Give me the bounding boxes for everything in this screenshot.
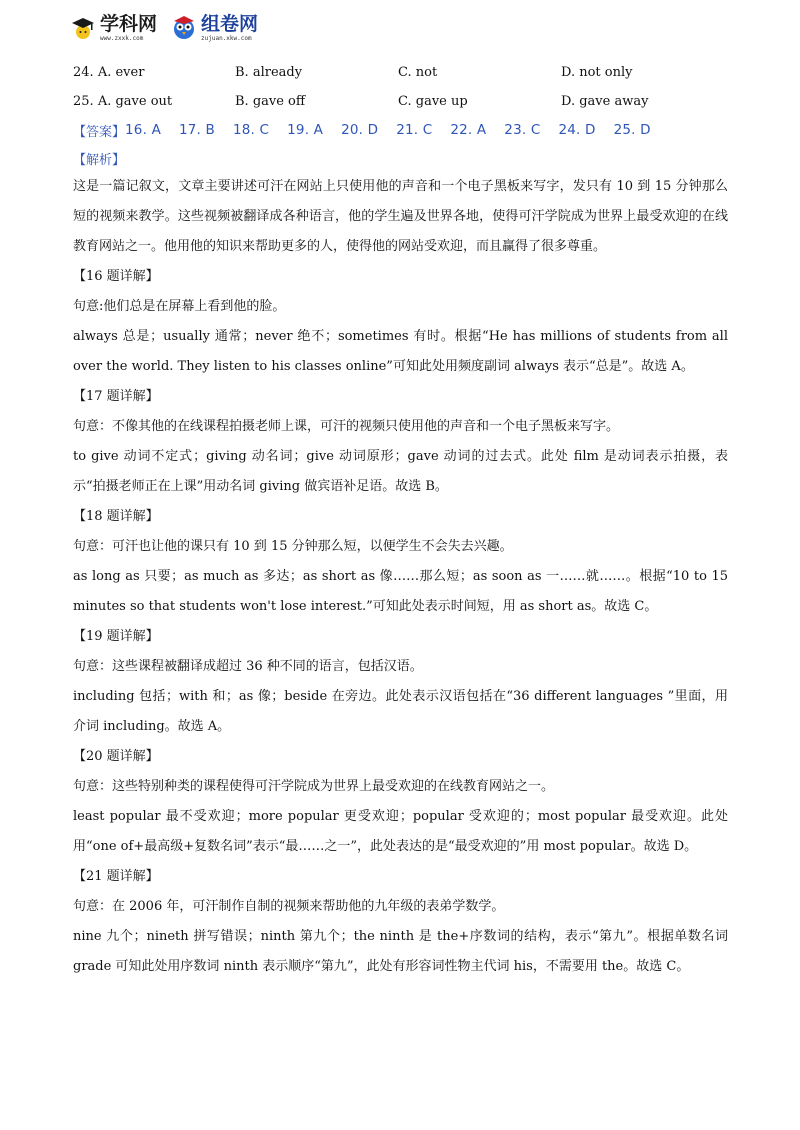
sentence-meaning-18: 句意：可汗也让他的课只有 10 到 15 分钟那么短，以便学生不会失去兴趣。 — [73, 539, 513, 554]
sentence-meaning-17: 句意：不像其他的在线课程拍摄老师上课，可汗的视频只使用他的声音和一个电子黑板来写字。 — [73, 419, 620, 434]
zujuan-logo[interactable] — [171, 12, 259, 42]
explanation-19: including 包括；with 和；as 像；beside 在旁边。此处表示汉语包括在“36 different languages ”里面，用介词 including。故选 A。 — [73, 689, 728, 734]
analysis-label: 【解析】 — [73, 152, 126, 168]
option-b: B. gave off — [235, 94, 306, 109]
question-options-25 — [73, 87, 728, 116]
owl-mascot-icon — [171, 15, 197, 41]
page-header — [70, 8, 258, 48]
option-c: C. gave up — [398, 94, 468, 109]
sentence-meaning-21: 句意：在 2006 年，可汗制作自制的视频来帮助他的九年级的表弟学数学。 — [73, 899, 505, 914]
sentence-meaning-16: 句意:他们总是在屏幕上看到他的脸。 — [73, 299, 286, 314]
question-number: 25. — [73, 94, 94, 109]
zxxk-logo-text: 学科网 — [100, 12, 158, 35]
option-d: D. not only — [561, 65, 633, 80]
question-options-24 — [73, 58, 728, 87]
section-title-16: 【16 题详解】 — [73, 269, 159, 284]
option-a — [73, 94, 235, 109]
section-title-18: 【18 题详解】 — [73, 509, 159, 524]
sentence-meaning-19: 句意：这些课程被翻译成超过 36 种不同的语言，包括汉语。 — [73, 659, 423, 674]
graduate-cap-icon — [70, 15, 96, 41]
explanation-21: nine 九个；nineth 拼写错误；ninth 第九个；the ninth 是 the+序数词的结构，表示“第九”。根据单数名词 grade 可知此处用序数词 ninth 表示顺序“第九”，此处有形容词性物主代词 his，不需要用 the。故选 C。 — [73, 929, 728, 974]
explanation-20: least popular 最不受欢迎；more popular 更受欢迎；popular 受欢迎的；most popular 最受欢迎。此处用“one of+最高级+复数名词”表示“最……之一”，此处表达的是“最受欢迎的”用 most popular。故选 D。 — [73, 809, 728, 854]
option-a-text: A. ever — [97, 65, 145, 80]
zujuan-logo-text: 组卷网 — [201, 12, 259, 35]
passage-summary: 这是一篇记叙文，文章主要讲述可汗在网站上只使用他的声音和一个电子黑板来写字，发只有 10 到 15 分钟那么短的视频来教学。这些视频被翻译成各种语言，他的学生遍及世界各地，使得可汗学院成为世界上最受欢迎的在线教育网站之一。他用他的知识来帮助更多的人，使得他的网站受欢迎，而且赢得了很多尊重。 — [73, 179, 728, 254]
explanation-18: as long as 只要；as much as 多达；as short as 像……那么短；as soon as 一……就……。根据“10 to 15 minutes so that students won't lose interest.”可知此处表示时间短，用 as short as。故选 C。 — [73, 569, 728, 614]
answer-line — [73, 116, 728, 144]
question-number: 24. — [73, 65, 94, 80]
option-d: D. gave away — [561, 94, 649, 109]
section-title-17: 【17 题详解】 — [73, 389, 159, 404]
zxxk-logo-url: www.zxxk.com — [100, 34, 144, 42]
section-title-20: 【20 题详解】 — [73, 749, 159, 764]
document-body — [73, 58, 728, 982]
answer-label: 【答案】 — [73, 124, 126, 140]
sentence-meaning-20: 句意：这些特别种类的课程使得可汗学院成为世界上最受欢迎的在线教育网站之一。 — [73, 779, 555, 794]
zujuan-logo-url: zujuan.xkw.com — [201, 34, 252, 42]
section-title-19: 【19 题详解】 — [73, 629, 159, 644]
answer-list: 16. A 17. B 18. C 19. A 20. D 21. C 22. A 23. C 24. D 25. D — [125, 122, 651, 138]
option-a — [73, 65, 235, 80]
explanation-16: always 总是；usually 通常；never 绝不；sometimes 有时。根据“He has millions of students from all over the world. They listen to his classes online”可知此处用频度副词 always 表示“总是”。故选 A。 — [73, 329, 728, 374]
option-c: C. not — [398, 65, 438, 80]
option-b: B. already — [235, 65, 303, 80]
option-a-text: A. gave out — [97, 94, 173, 109]
section-title-21: 【21 题详解】 — [73, 869, 159, 884]
question-explanations — [73, 262, 728, 982]
zxxk-logo[interactable] — [70, 12, 158, 42]
explanation-17: to give 动词不定式；giving 动名词；give 动词原形；gave 动词的过去式。此处 film 是动词表示拍摄，表示“拍摄老师正在上课”用动名词 giving 做宾语补足语。故选 B。 — [73, 449, 729, 494]
